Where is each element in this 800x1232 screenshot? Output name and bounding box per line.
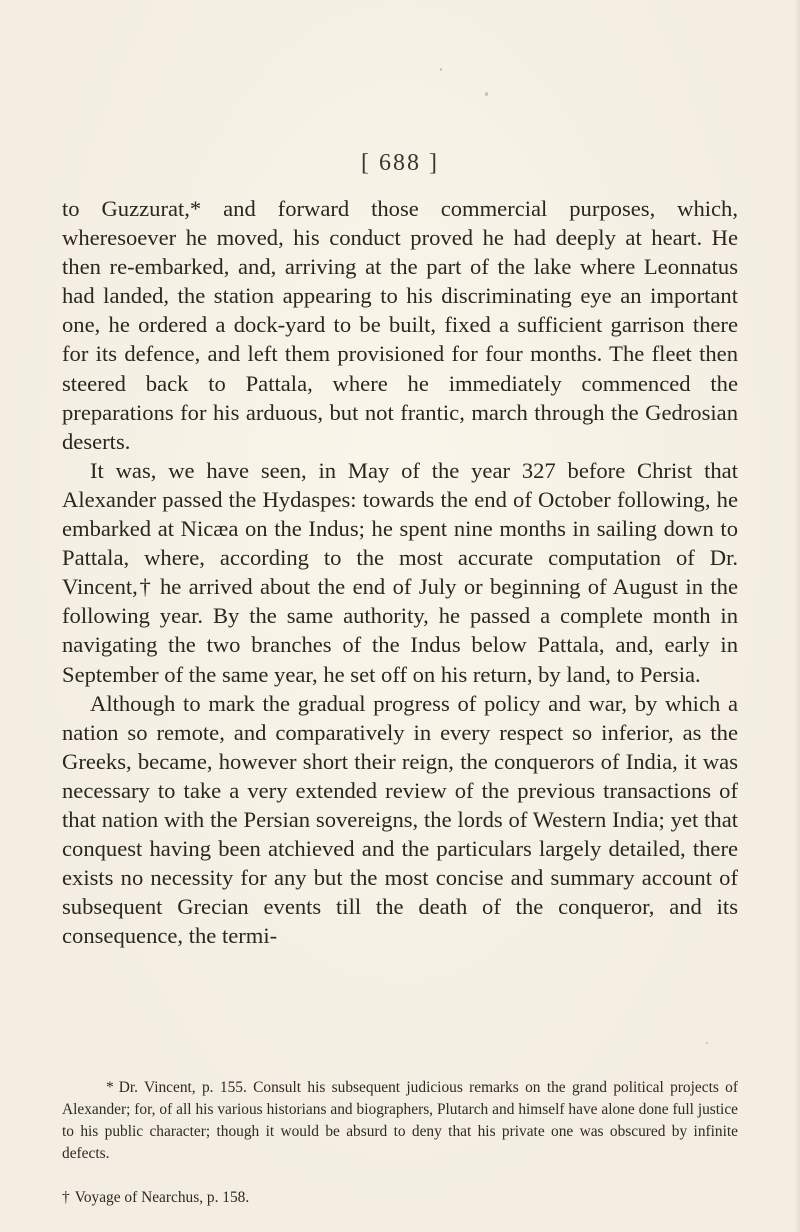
footnotes — [62, 1077, 738, 1209]
paragraph-1: to Guzzurat,* and forward those commercial purposes, which, wheresoever he moved, his conduct proved he had deeply at heart. He then re-embarked, and, arriving at the part of the lake where Leonnatus had landed, the station appearing to his discriminating eye an important one, he ordered a dock-yard to be built, fixed a sufficient garrison there for its defence, and left them provisioned for four months. The fleet then steered back to Pattala, where he immediately commenced the preparations for his arduous, but not frantic, march through the Gedrosian deserts. — [62, 196, 738, 454]
page-number: [ 688 ] — [361, 150, 439, 176]
page-edge-shadow — [794, 0, 800, 1232]
paper-speck — [485, 92, 488, 96]
footnote-2-mark: † — [62, 1189, 70, 1206]
body-text — [62, 194, 738, 950]
footnote-1 — [62, 1077, 738, 1165]
paragraph-3: Although to mark the gradual progress of policy and war, by which a nation so remote, and comparatively in every respect so inferior, as the Greeks, became, however short their reign, the conquerors of India, it was necessary to take a very extended review of the previous transactions of that nation with the Persian sovereigns, the lords of Western India; yet that conquest having been atchieved and the particulars largely detailed, there exists no necessity for any but the most concise and summary account of subsequent Grecian events till the death of the conqueror, and its consequence, the termi- — [62, 690, 738, 949]
paper-speck — [440, 68, 442, 71]
paper-speck — [706, 1042, 708, 1044]
footnote-1-mark: * — [106, 1079, 114, 1096]
footnote-2 — [62, 1187, 738, 1209]
paragraph-2: It was, we have seen, in May of the year 327 before Christ that Alexander passed the Hydaspes: towards the end of October following, he embarked at Nicæa on the Indus; he spent nine months in sailing down to Pattala, where, according to the most accurate computation of Dr. Vincent,† he arrived about the end of July or beginning of August in the following year. By the same authority, he passed a complete month in navigating the two branches of the Indus below Pattala, and, early in September of the same year, he set off on his return, by land, to Persia. — [62, 457, 738, 687]
footnote-2-text: Voyage of Nearchus, p. 158. — [74, 1189, 250, 1206]
footnote-1-text: Dr. Vincent, p. 155. Consult his subsequent judicious remarks on the grand political projects of Alexander; for, of all his various historians and biographers, Plutarch and himself have alone done full justice to his public character; though it would be absurd to deny that his private one was obscured by infinite defects. — [62, 1079, 738, 1162]
